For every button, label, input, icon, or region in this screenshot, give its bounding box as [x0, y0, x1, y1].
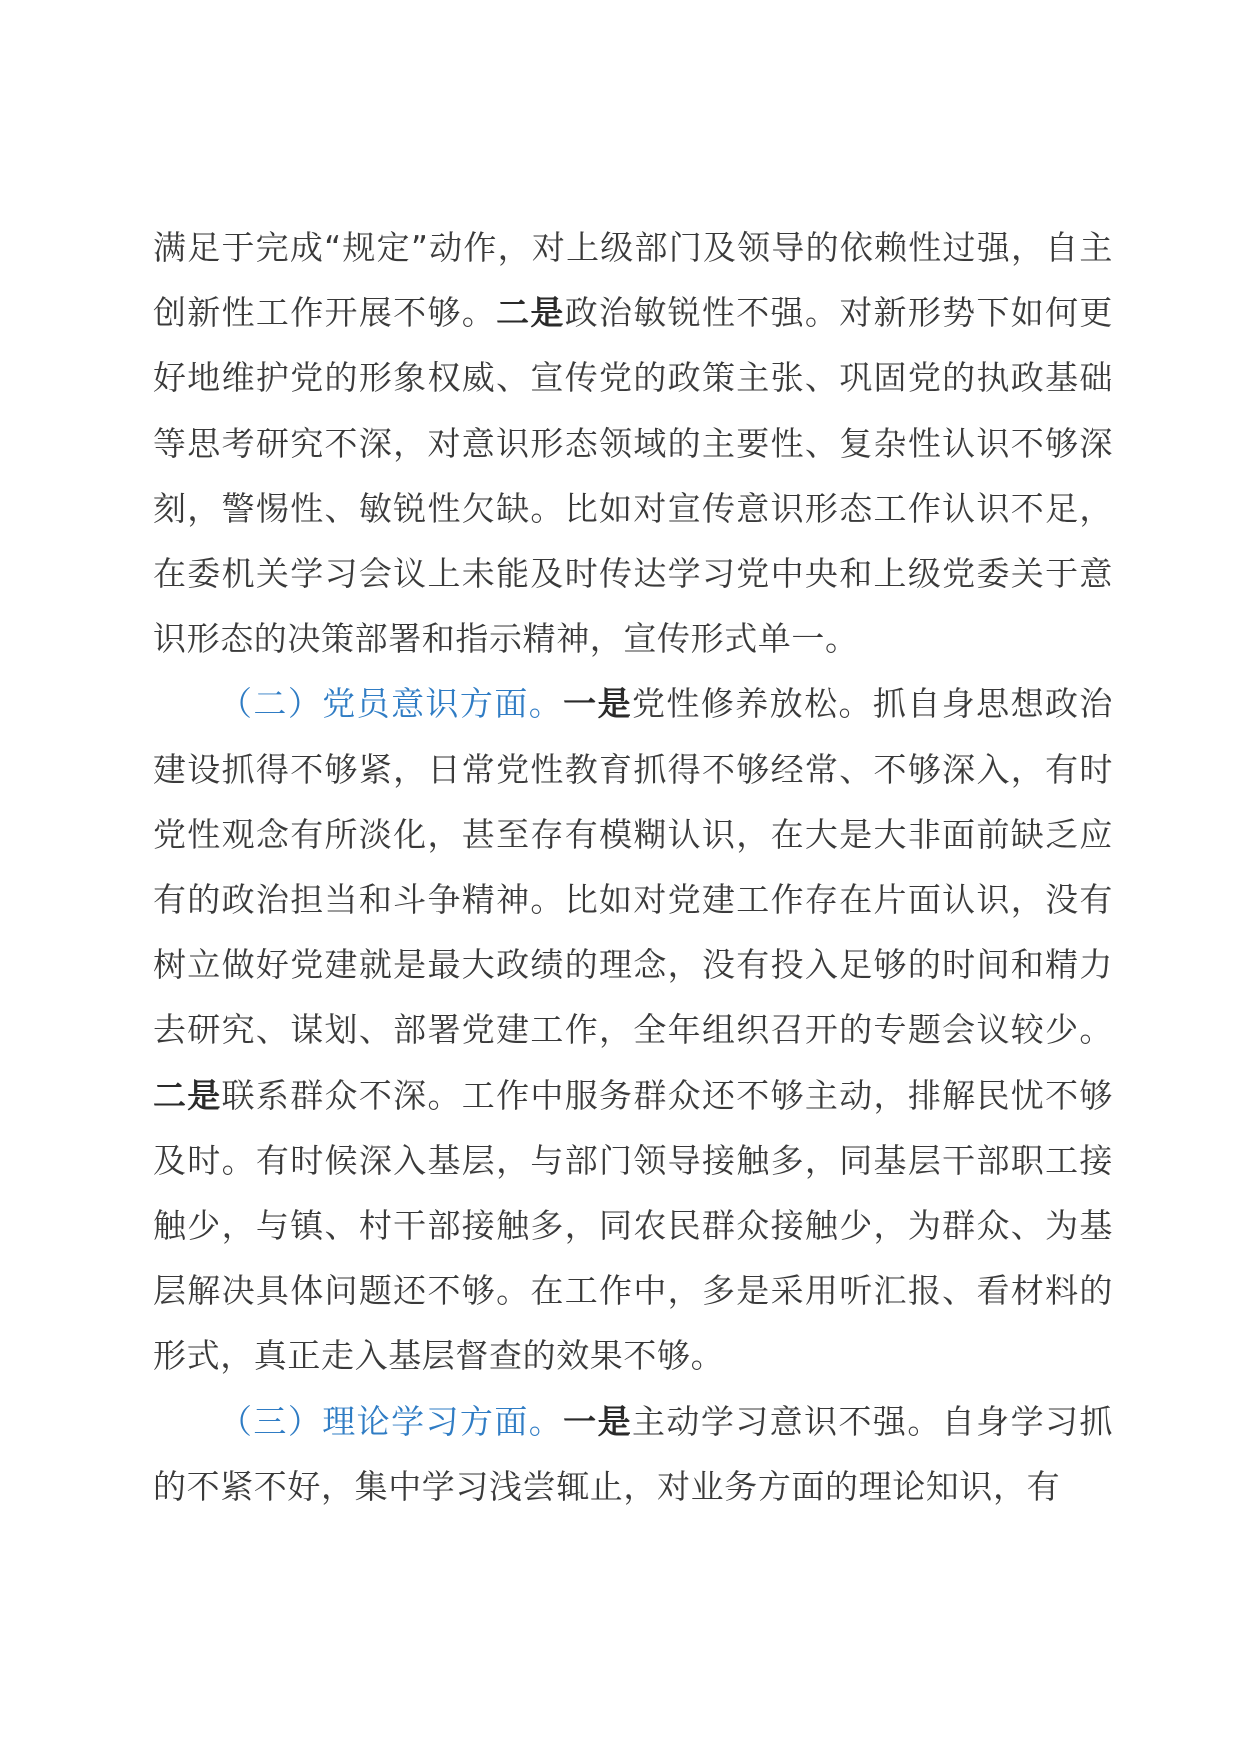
paragraph-2-text-1: 党性修养放松。抓自身思想政治建设抓得不够紧，日常党性教育抓得不够经常、不够深入，有时党性观念有所淡化，甚至存有模糊认识，在大是大非面前缺乏应有的政治担当和斗争精神。比如对党建工作存在片面认识，没有树立做好党建就是最大政绩的理念，没有投入足够的时间和精力去研究、谋划、部署党建工作，全年组织召开的专题会议较少。	[153, 684, 1114, 1050]
paragraph-3	[153, 1389, 1113, 1519]
document-body	[153, 215, 1113, 1519]
paragraph-2-marker-2: 二是	[153, 1075, 222, 1115]
paragraph-1-text-1: 满足于完成“规定”动作，对上级部门及领导的依赖性过强，自主创新性工作开展不够。	[153, 228, 1113, 333]
paragraph-1-text-2: 政治敏锐性不强。对新形势下如何更好地维护党的形象权威、宣传党的政策主张、巩固党的执政基础等思考研究不深，对意识形态领域的主要性、复杂性认识不够深刻，警惕性、敏锐性欠缺。比如对宣传意识形态工作认识不足，在委机关学习会议上未能及时传达学习党中央和上级党委关于意识形态的决策部署和指示精神，宣传形式单一。	[153, 293, 1113, 659]
paragraph-1-marker-2: 二是	[496, 293, 565, 333]
paragraph-2-text-2: 联系群众不深。工作中服务群众还不够主动，排解民忧不够及时。有时候深入基层，与部门领导接触多，同基层干部职工接触少，与镇、村干部接触多，同农民群众接触少，为群众、为基层解决具体问题还不够。在工作中，多是采用听汇报、看材料的形式，真正走入基层督查的效果不够。	[153, 1075, 1113, 1376]
section-heading-2: （二）党员意识方面。	[219, 684, 564, 724]
section-heading-3: （三）理论学习方面。	[219, 1401, 564, 1441]
paragraph-2	[153, 671, 1113, 1388]
paragraph-3-marker-1: 一是	[563, 1401, 632, 1441]
paragraph-3-text-1: 主动学习意识不强。自身学习抓的不紧不好，集中学习浅尝辄止，对业务方面的理论知识，有	[153, 1401, 1114, 1506]
paragraph-1	[153, 215, 1113, 671]
paragraph-2-marker-1: 一是	[563, 684, 632, 724]
